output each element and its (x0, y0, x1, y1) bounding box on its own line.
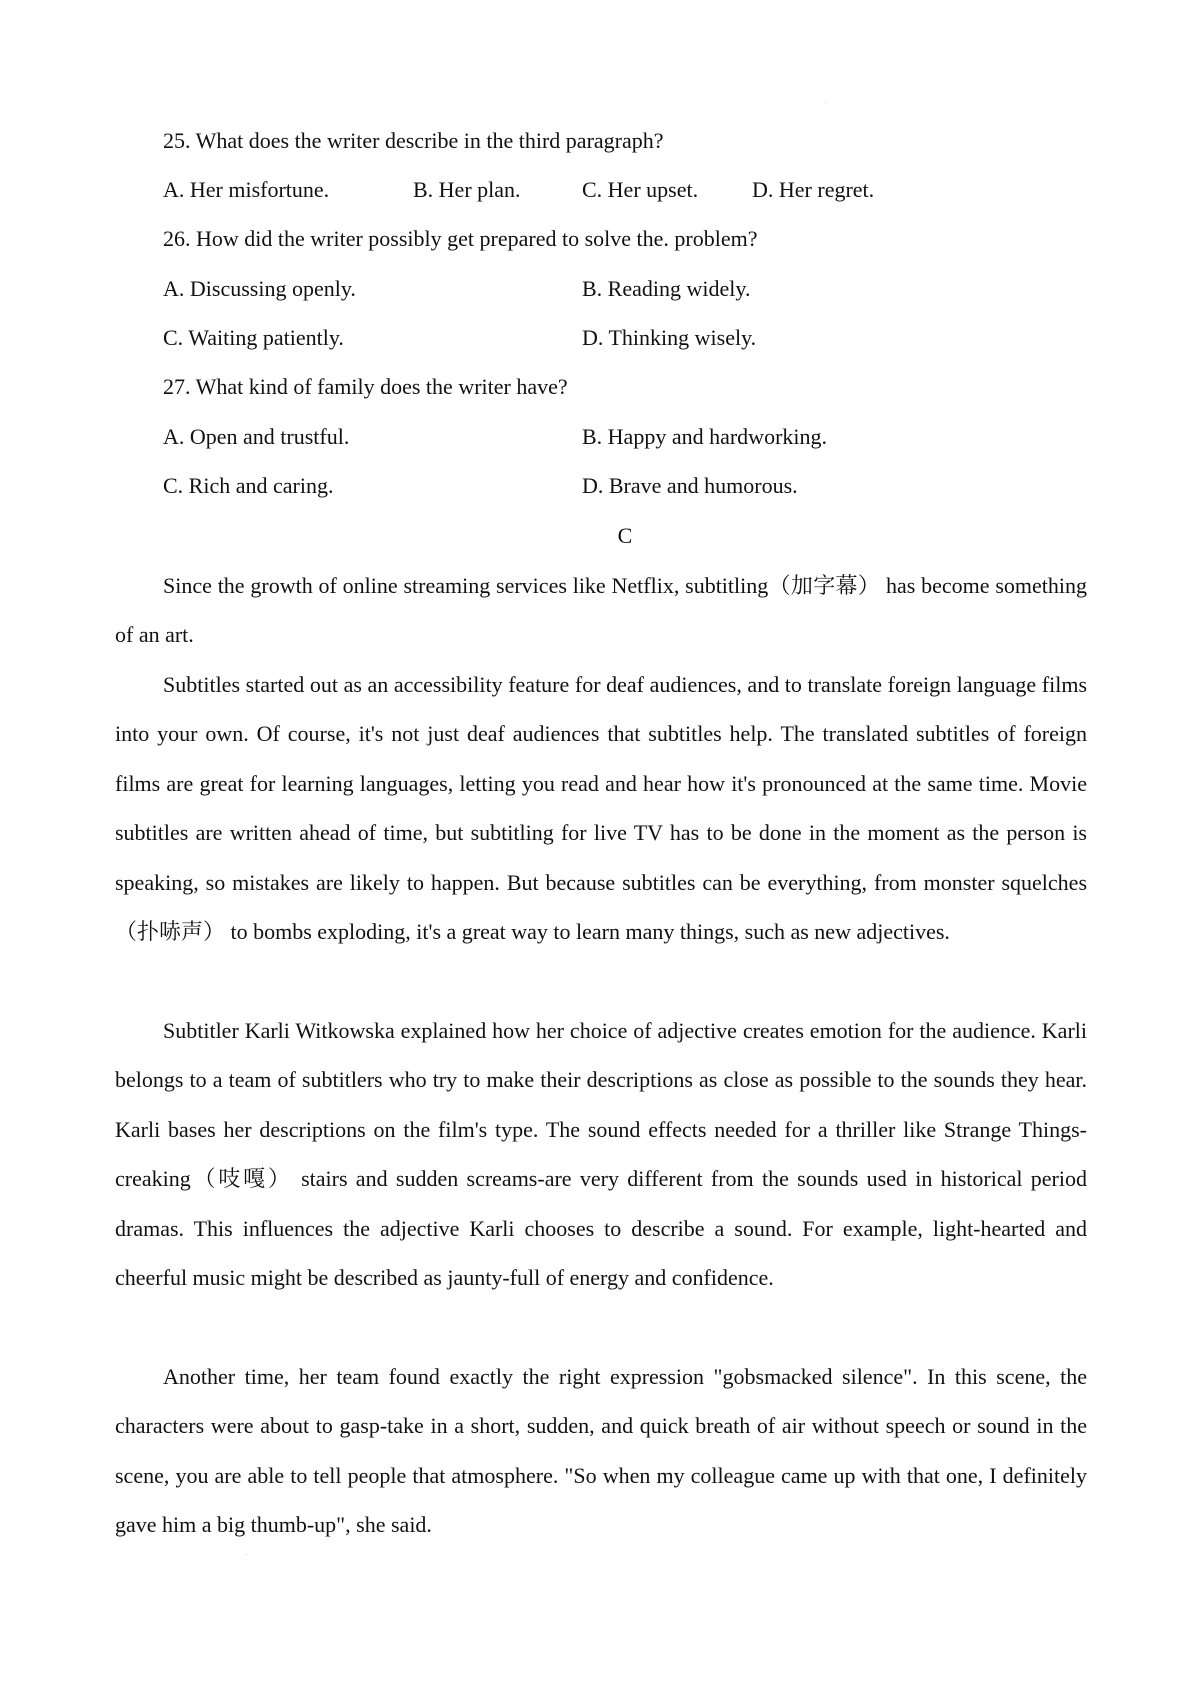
question-25-option-c: C. Her upset. (582, 177, 699, 202)
scan-speck (246, 1554, 247, 1555)
question-26-option-c: C. Waiting patiently. (163, 325, 344, 350)
passage-paragraph-4: Another time, her team found exactly the right expression "gobsmacked silence". In this scene, the characters were about to gasp-take in a short, sudden, and quick breath of air without speech or sound in the scene, you are able to tell people that atmosphere. "So when my colleague came up with that one, I definitely gave him a big thumb-up", she said. (115, 1364, 1087, 1538)
question-25-option-d: D. Her regret. (752, 177, 875, 202)
question-27-option-c: C. Rich and caring. (163, 473, 334, 498)
question-26-option-d: D. Thinking wisely. (582, 325, 757, 350)
question-26-option-a: A. Discussing openly. (163, 276, 356, 301)
question-25-stem: 25. What does the writer describe in the third paragraph? (163, 128, 664, 153)
question-26-option-b: B. Reading widely. (582, 276, 751, 301)
question-25-option-a: A. Her misfortune. (163, 177, 330, 202)
section-heading: C (617, 523, 633, 548)
question-27-option-a: A. Open and trustful. (163, 424, 350, 449)
passage-paragraph-2: Subtitles started out as an accessibility feature for deaf audiences, and to translate foreign language films into your own. Of course, it's not just deaf audiences that subtitles help. The translated subtitles of foreign films are great for learning languages, letting you read and hear how it's pronounced at the same time. Movie subtitles are written ahead of time, but subtitling for live TV has to be done in the moment as the person is speaking, so mistakes are likely to happen. But because subtitles can be everything, from monster squelches（扑哧声） to bombs exploding, it's a great way to learn many things, such as new adjectives. (115, 672, 1087, 945)
question-26-stem: 26. How did the writer possibly get prepared to solve the. problem? (163, 226, 758, 251)
question-27-option-d: D. Brave and humorous. (582, 473, 798, 498)
question-27-option-b: B. Happy and hardworking. (582, 424, 828, 449)
passage-paragraph-1: Since the growth of online streaming services like Netflix, subtitling（加字幕） has become something of an art. (115, 573, 1087, 648)
passage-paragraph-3: Subtitler Karli Witkowska explained how her choice of adjective creates emotion for the audience. Karli belongs to a team of subtitlers who try to make their descriptions as close as possible to the sounds they hear. Karli bases her descriptions on the film's type. The sound effects needed for a thriller like Strange Things-creaking（吱嘎） stairs and sudden screams-are very different from the sounds used in historical period dramas. This influences the adjective Karli chooses to describe a sound. For example, light-hearted and cheerful music might be described as jaunty-full of energy and confidence. (115, 1018, 1087, 1291)
question-27-stem: 27. What kind of family does the writer have? (163, 374, 568, 399)
scan-speck (825, 102, 826, 103)
question-25-option-b: B. Her plan. (413, 177, 521, 202)
